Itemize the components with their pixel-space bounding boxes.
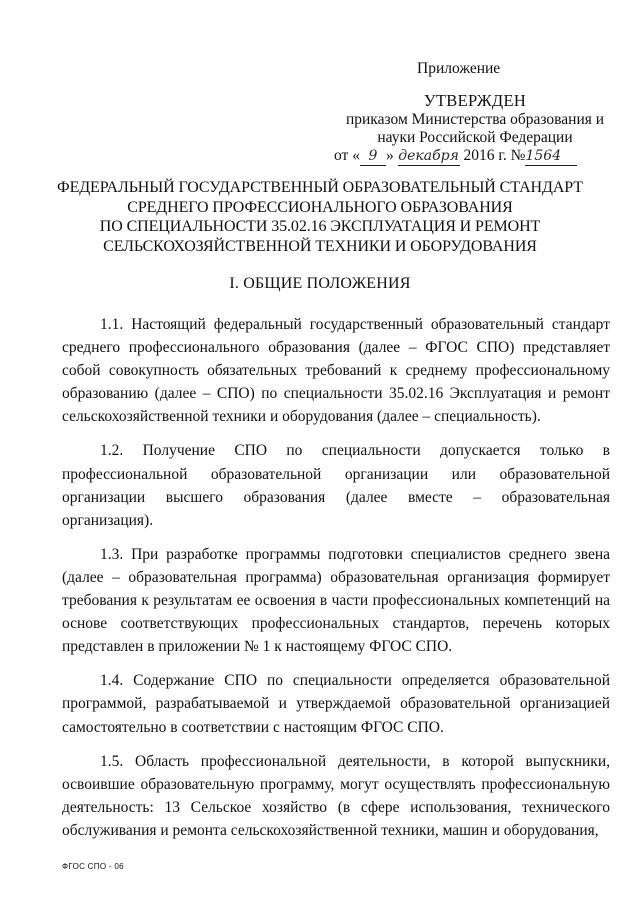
order-line — [334, 147, 620, 166]
annex-label: Приложение — [417, 60, 501, 77]
standard-title-line-2: СРЕДНЕГО ПРОФЕССИОНАЛЬНОГО ОБРАЗОВАНИЯ — [127, 198, 513, 216]
order-month: декабря — [398, 148, 459, 164]
approval-title: УТВЕРЖДЕН — [423, 91, 527, 110]
approval-line-2: науки Российской Федерации — [377, 129, 573, 146]
order-year: 2016 г. № — [463, 147, 526, 164]
paragraph-1-3: 1.3. При разработке программы подготовки специалистов среднего звена (далее – образовательная программа) образовательная организация формирует требования к результатам ее освоения в части профессиональных компетенций на основе соответствующих профессиональных стандартов, перечень которых представлен в приложении № 1 к настоящему ФГОС СПО. — [62, 545, 610, 656]
standard-title-line-4: СЕЛЬСКОХОЗЯЙСТВЕННОЙ ТЕХНИКИ И ОБОРУДОВАНИЯ — [103, 237, 537, 255]
standard-title-line-1: ФЕДЕРАЛЬНЫЙ ГОСУДАРСТВЕННЫЙ ОБРАЗОВАТЕЛЬНЫЙ СТАНДАРТ — [57, 179, 583, 196]
order-mid: » — [385, 147, 394, 164]
order-prefix: от « — [334, 147, 360, 164]
paragraph-1-5: 1.5. Область профессиональной деятельности, в которой выпускники, освоившие образовательную программу, могут осуществлять профессиональную деятельность: 13 Сельское хозяйство (в сфере использования, технического обслуживания и ремонта сельскохозяйственной техники, машин и оборудования, — [62, 752, 610, 839]
approval-block — [330, 92, 620, 166]
paragraph-1-2: 1.2. Получение СПО по специальности допускается только в профессиональной образовательной организации или образовательной организации высшего образования (далее вместе – образовательная организация). — [62, 442, 610, 529]
standard-title — [40, 178, 600, 256]
paragraph-1-4: 1.4. Содержание СПО по специальности определяется образовательной программой, разрабатываемой и утверждаемой образовательной организацией самостоятельно в соответствии с настоящим ФГОС СПО. — [62, 672, 610, 736]
section-title: I. ОБЩИЕ ПОЛОЖЕНИЯ — [229, 275, 411, 292]
order-number: 1564 — [525, 147, 577, 166]
approval-line-1: приказом Министерства образования и — [345, 111, 605, 128]
page-footer: ФГОС СПО - 06 — [62, 862, 124, 871]
body-text — [62, 313, 610, 853]
order-day: 9 — [360, 147, 386, 166]
standard-title-line-3: ПО СПЕЦИАЛЬНОСТИ 35.02.16 ЭКСПЛУАТАЦИЯ И РЕМОНТ — [99, 218, 541, 235]
paragraph-1-1: 1.1. Настоящий федеральный государственный образовательный стандарт среднего профессионального образования (далее – ФГОС СПО) представляет собой совокупность обязательных требований к среднему профессиональному образованию (далее – СПО) по специальности 35.02.16 Эксплуатация и ремонт сельскохозяйственной техники и оборудования (далее – специальность). — [62, 316, 610, 426]
